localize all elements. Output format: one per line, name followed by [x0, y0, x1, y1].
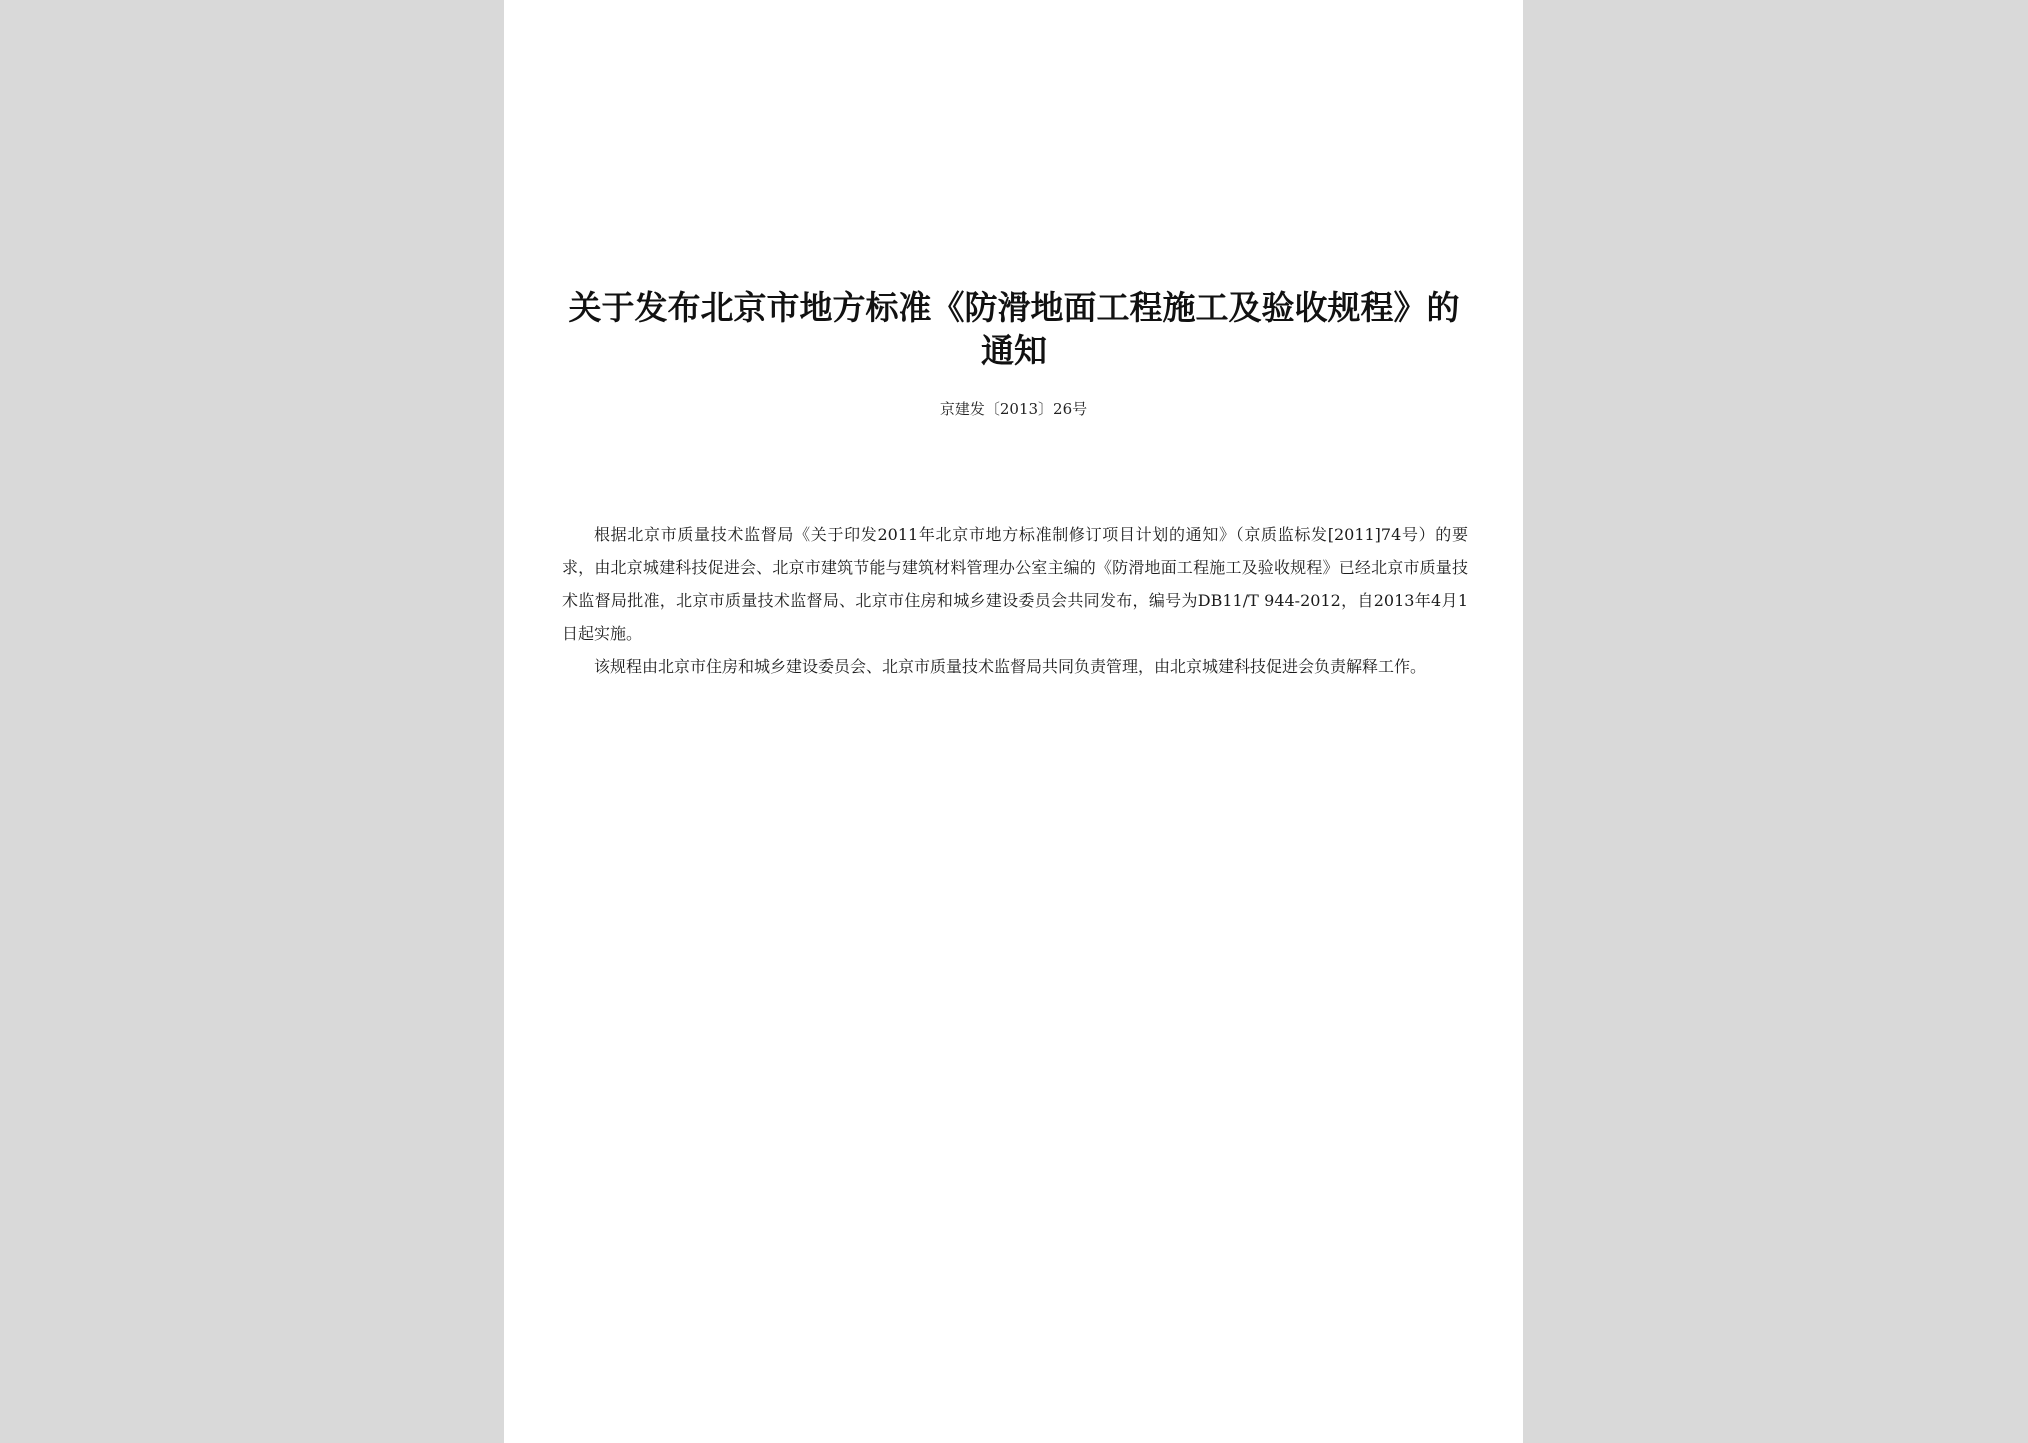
document-body — [562, 518, 1468, 683]
document-title: 关于发布北京市地方标准《防滑地面工程施工及验收规程》的通知 — [568, 288, 1460, 370]
document-number: 京建发〔2013〕26号 — [939, 400, 1088, 418]
document-page — [504, 0, 1523, 1443]
body-paragraph-1: 根据北京市质量技术监督局《关于印发2011年北京市地方标准制修订项目计划的通知》（京质监标发[2011]74号）的要求，由北京城建科技促进会、北京市建筑节能与建筑材料管理办公室主编的《防滑地面工程施工及验收规程》已经北京市质量技术监督局批准，北京市质量技术监督局、北京市住房和城乡建设委员会共同发布，编号为DB11/T 944-2012，自2013年4月1日起实施。 — [562, 525, 1468, 643]
body-paragraph-2: 该规程由北京市住房和城乡建设委员会、北京市质量技术监督局共同负责管理，由北京城建科技促进会负责解释工作。 — [594, 657, 1427, 676]
